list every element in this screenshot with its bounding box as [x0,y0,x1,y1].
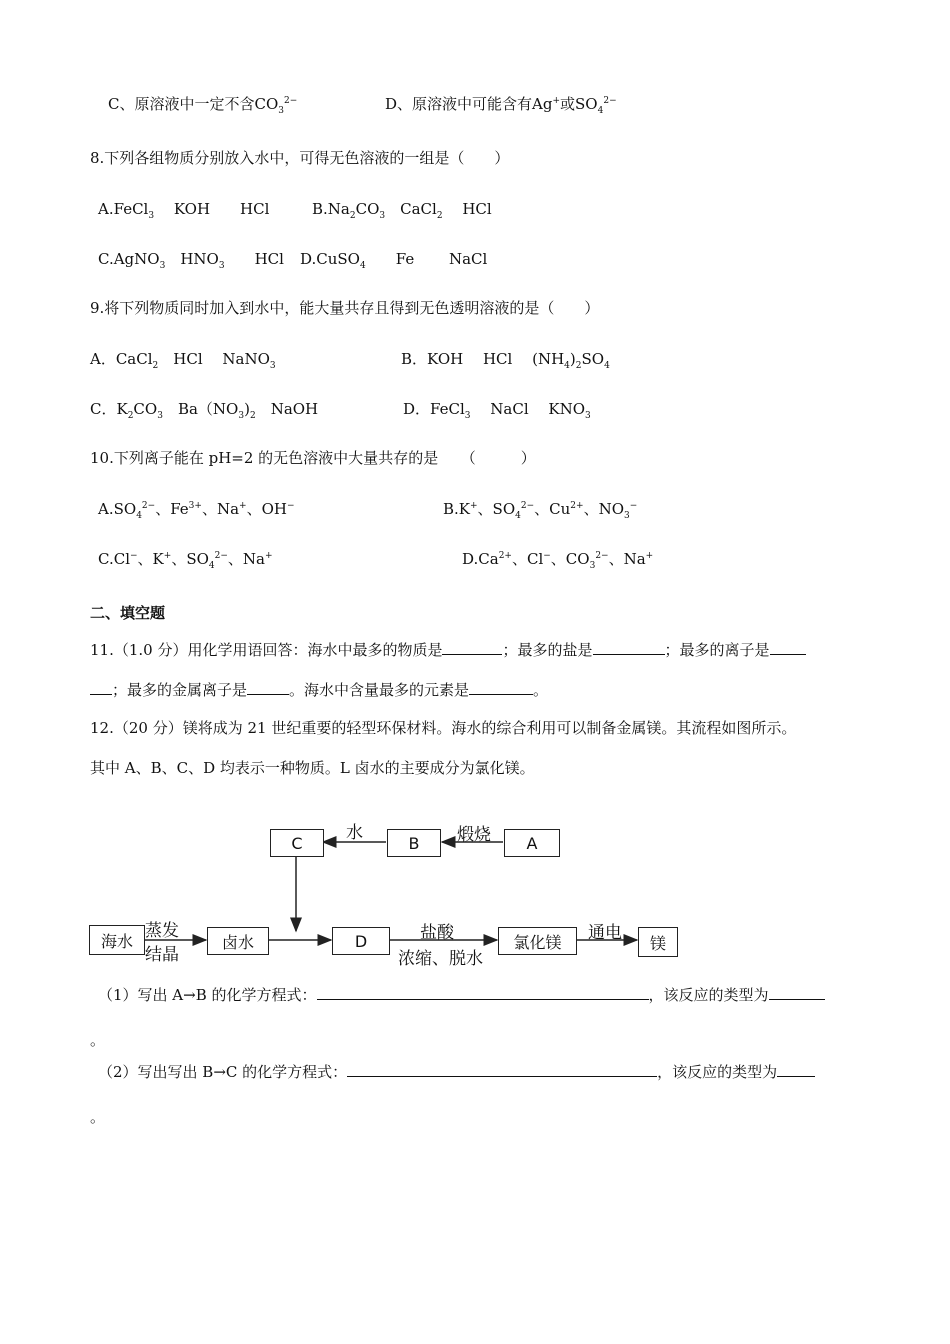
box-seawater: 海水 [89,925,145,955]
label-crystallize: 结晶 [145,945,179,965]
box-c: C [270,829,324,857]
q8-option-a: A.FeCl$_3$ KOH HCl [98,200,270,221]
q9-option-b: B．KOH HCl $(NH_4)_2SO_4$ [401,350,610,371]
q12-sub1: （1）写出 A→B 的化学方程式： ，该反应的类型为 [98,985,825,1005]
label-hcl: 盐酸 [420,923,454,943]
q8-option-c: C.AgNO$_3$ $HNO_3$ HCl [98,250,284,271]
box-mgcl2: 氯化镁 [498,927,577,955]
q12-line2: 其中 A、B、C、D 均表示一种物质。L 卤水的主要成分为氯化镁。 [90,759,535,777]
q9-option-d: D．FeCl$_3$ NaCl $KNO_3$ [403,400,591,421]
label-concentrate: 浓缩、脱水 [398,949,483,969]
q10-option-c: C.Cl−、K+、$SO_4^{2-}$、Na+ [98,550,273,571]
right-arrow-icon: → [213,1063,226,1081]
q8-option-b: $B.Na_2CO_3$ CaCl$_2$ HCl [312,200,492,221]
q11-line1: 11.（1.0 分）用化学用语回答：海水中最多的物质是 ；最多的盐是 ；最多的离子是 [90,640,806,660]
q9-option-c: C．$K_2CO_3$ $Ba(NO_3)_2$ NaOH [90,400,319,421]
q7-option-c: C、原溶液中一定不含$CO_3^{2-}$ [108,95,298,116]
box-brine: 卤水 [207,927,269,955]
label-water: 水 [346,823,363,843]
q11-line2: ；最多的金属离子是 。海水中含量最多的元素是 。 [90,680,548,700]
q10-option-b: B.K+、$SO_4^{2-}$、$Cu^{2+}$、$NO_3^-$ [443,500,638,521]
q7-option-d: D、原溶液中可能含有Ag+或$SO_4^{2-}$ [385,95,617,116]
box-a: A [504,829,560,857]
label-evaporate: 蒸发 [145,921,179,941]
right-arrow-icon: → [183,986,196,1004]
q8-option-d: D.CuSO$_4$ Fe NaCl [300,250,488,271]
label-electrolysis: 通电 [588,923,622,943]
q8-stem: 8.下列各组物质分别放入水中，可得无色溶液的一组是（ ） [90,149,510,167]
q12-sub1-end: 。 [90,1031,106,1049]
q12-sub2-end: 。 [90,1108,106,1126]
box-b: B [387,829,441,857]
q9-option-a: A．CaCl$_2$ HCl NaNO$_3$ [90,350,276,371]
box-mg: 镁 [638,927,678,957]
section-title: 二、填空题 [90,604,166,622]
q10-option-a: $A.SO_4^{2-}$、$Fe^{3+}$、Na+、OH− [98,500,295,521]
label-calcine: 煅烧 [457,825,491,845]
q12-line1: 12.（20 分）镁将成为 21 世纪重要的轻型环保材料。海水的综合利用可以制备金属镁。其流程如图所示。 [90,719,797,737]
q12-sub2: （2）写出写出 B→C 的化学方程式： ，该反应的类型为 [98,1062,815,1082]
q9-stem: 9.将下列物质同时加入到水中，能大量共存且得到无色透明溶液的是（ ） [90,299,600,317]
box-d: D [332,927,390,955]
q10-option-d: $D.Ca^{2+}$、Cl−、$CO_3^{2-}$、Na+ [462,550,654,571]
q10-stem: 10.下列离子能在 pH=2 的无色溶液中大量共存的是 （ ） [90,449,536,467]
